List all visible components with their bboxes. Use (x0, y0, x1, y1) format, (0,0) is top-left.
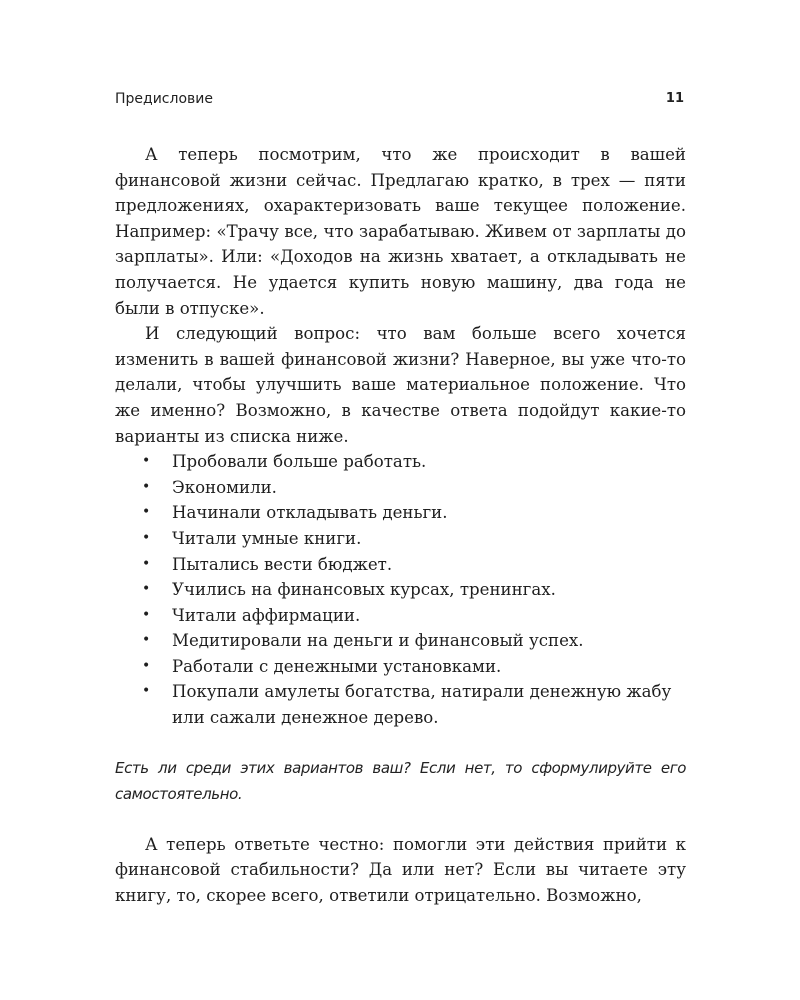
paragraph-current-situation: А теперь посмотрим, что же происходит в вашей финансовой жизни сейчас. Предлагаю кратко, в трех — пяти предложениях, охарактеризовать ваше текущее положение. Например: «Трачу все, что зарабатываю. Живем от зарплаты до зарплаты». Или: «Доходов на жизнь хватает, а откладывать не получается. Не удается купить новую машину, два года не были в отпуске». (115, 145, 686, 318)
bullet-icon: • (142, 504, 151, 521)
bullet-icon: • (142, 683, 151, 700)
list-item: • Пробовали больше работать. (115, 449, 686, 475)
running-header (115, 89, 686, 109)
page-number: 11 (665, 91, 684, 106)
bullet-icon: • (142, 529, 151, 546)
bullet-icon: • (142, 657, 151, 674)
bullet-icon: • (142, 581, 151, 598)
section-title: Предисловие (115, 91, 213, 107)
list-item: • Медитировали на деньги и финансовый успех. (115, 628, 686, 654)
main-text (115, 142, 686, 908)
bullet-icon: • (142, 478, 151, 495)
bullet-icon: • (142, 606, 151, 623)
bullet-icon: • (142, 453, 151, 470)
list-item: • Читали умные книги. (115, 526, 686, 552)
paragraph-closing: А теперь ответьте честно: помогли эти действия прийти к финансовой стабильности? Да или нет? Если вы читаете эту книгу, то, скорее всего, ответили отрицательно. Возможно, (115, 834, 686, 905)
list-item: • Начинали откладывать деньги. (115, 500, 686, 526)
callout-text: Есть ли среди этих вариантов ваш? Если нет, то сформулируйте его самостоятельно. (115, 758, 686, 803)
italic-callout (115, 755, 686, 807)
list-item: • Пытались вести бюджет. (115, 552, 686, 578)
options-list (115, 449, 686, 731)
list-item: • Читали аффирмации. (115, 603, 686, 629)
bullet-icon: • (142, 555, 151, 572)
paragraph-next-question: И следующий вопрос: что вам больше всего хочется изменить в вашей финансовой жизни? Наверное, вы уже что-то делали, чтобы улучшить ваше материальное положение. Что же именно? Возможно, в качестве ответа подойдут какие-то варианты из списка ниже. (115, 324, 686, 446)
list-item: • Экономили. (115, 475, 686, 501)
bullet-icon: • (142, 632, 151, 649)
list-item: • Работали с денежными установками. (115, 654, 686, 680)
list-item: • Учились на финансовых курсах, тренингах. (115, 577, 686, 603)
list-item: • Покупали амулеты богатства, натирали денежную жабу или сажали денежное дерево. (115, 679, 686, 730)
